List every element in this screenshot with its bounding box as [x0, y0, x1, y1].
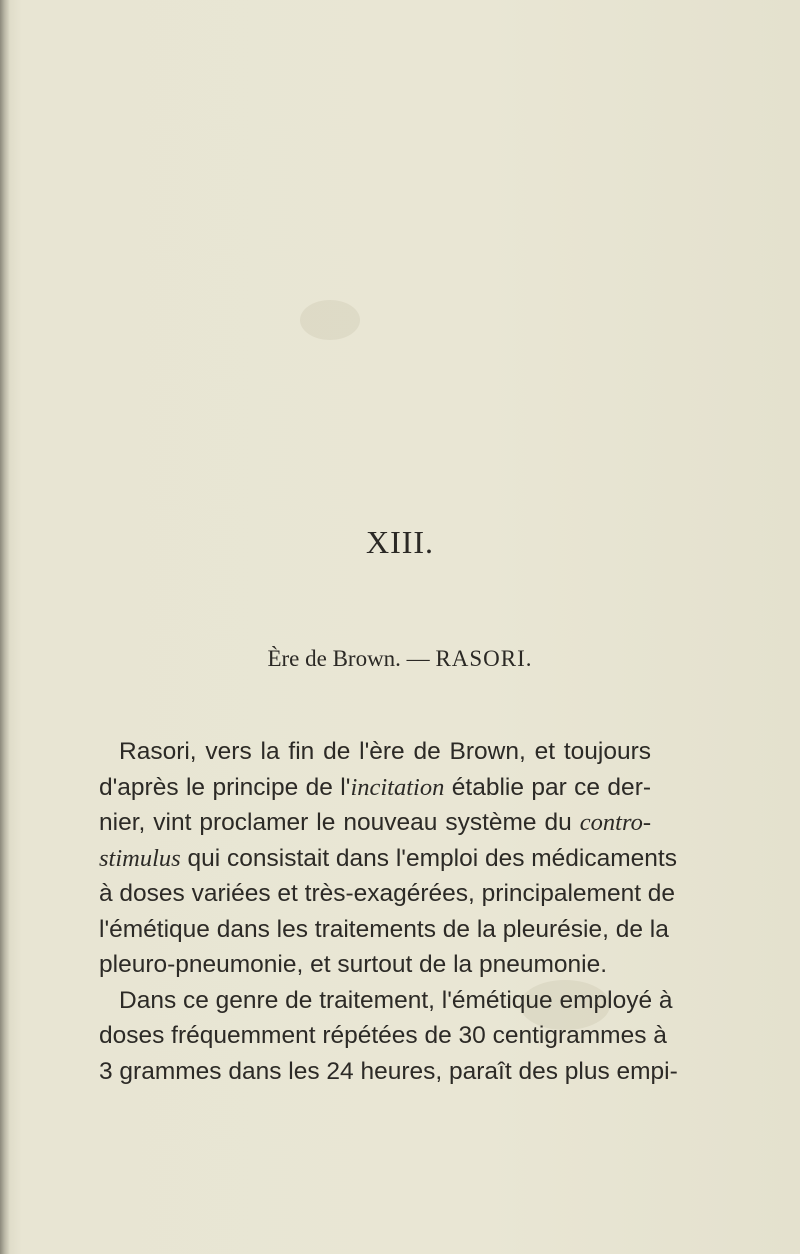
text-segment: d'après le principe de l' — [99, 773, 351, 801]
text-line: l'émétique dans les traitements de la pleurésie, de la — [99, 915, 669, 943]
page-binding-edge — [0, 0, 10, 1254]
italic-term: contro- — [579, 809, 651, 836]
text-line: Rasori, vers la fin de l'ère de Brown, et toujours — [119, 738, 651, 765]
text-line: à doses variées et très-exagérées, principalement de — [99, 880, 676, 907]
section-title-name: RASORI. — [435, 646, 533, 671]
italic-term: stimulus — [99, 844, 181, 872]
body-text — [99, 734, 678, 1089]
text-segment: établie par ce der- — [444, 773, 652, 801]
paper-stain — [300, 300, 360, 340]
text-line: 3 grammes dans les 24 heures, paraît des plus empi- — [99, 1057, 678, 1085]
text-line: Dans ce genre de traitement, l'émétique employé à — [119, 986, 673, 1014]
text-segment: nier, vint proclamer le nouveau système du — [99, 809, 580, 836]
section-title — [0, 646, 800, 672]
section-number: XIII. — [365, 524, 435, 560]
text-line — [99, 770, 651, 806]
text-line — [99, 805, 651, 841]
text-line: doses fréquemment répétées de 30 centigrammes à — [99, 1022, 667, 1049]
text-segment: qui consistait dans l'emploi des médicaments — [180, 844, 677, 872]
section-title-prefix: Ère de Brown. — — [267, 646, 436, 671]
italic-term: incitation — [350, 773, 445, 801]
text-line — [99, 841, 677, 877]
text-line: pleuro-pneumonie, et surtout de la pneumonie. — [99, 951, 608, 978]
